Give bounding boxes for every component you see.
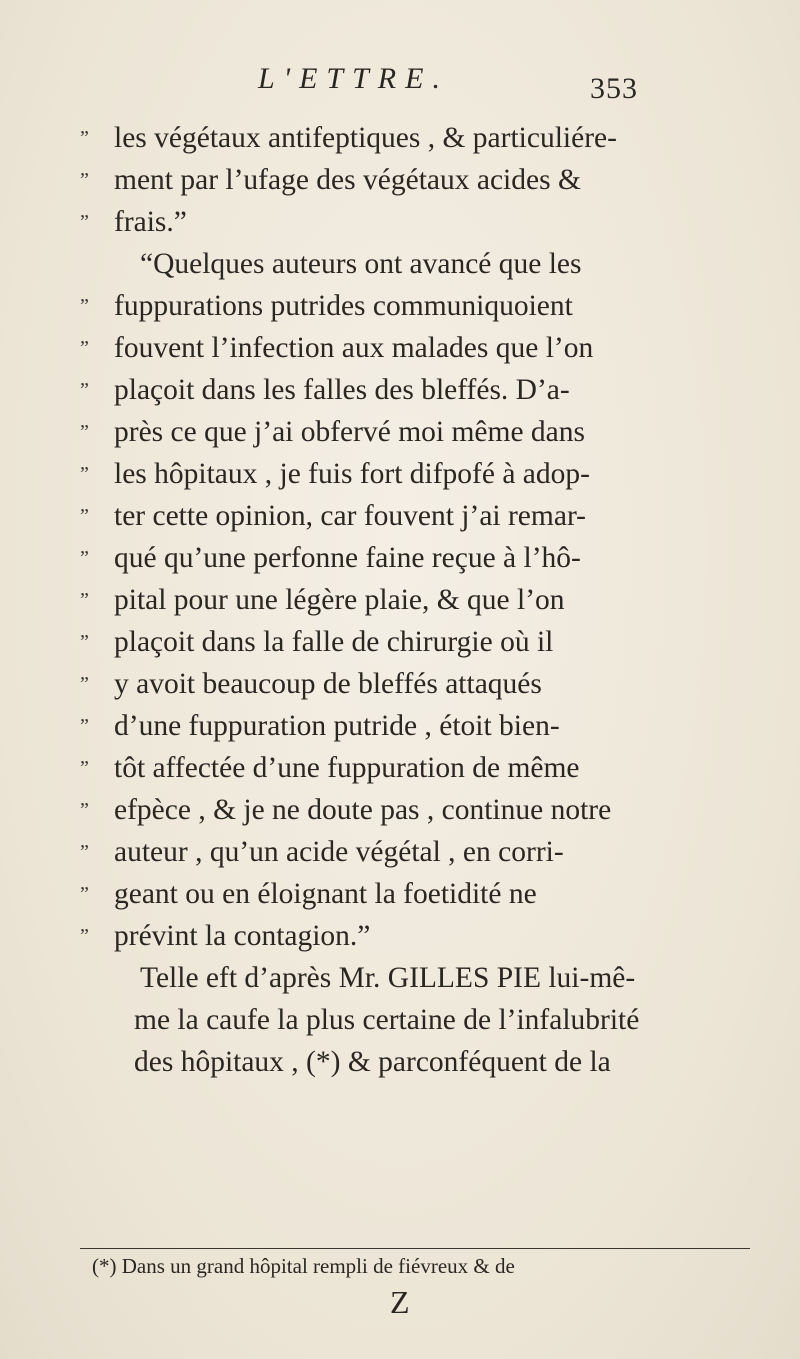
text-line: [80, 747, 750, 789]
quote-mark: ”: [80, 505, 89, 527]
quote-mark: ”: [80, 589, 89, 611]
line-text: plaçoit dans les falles des bleffés. D’a-: [114, 374, 570, 406]
line-text: me la caufe la plus certaine de l’infalubrité: [134, 1004, 640, 1036]
quote-mark: ”: [80, 127, 89, 149]
line-text: ment par l’ufage des végétaux acides &: [114, 164, 581, 196]
text-line: [80, 705, 750, 747]
text-line: [80, 1041, 750, 1083]
running-head: L'ETTRE.: [258, 62, 449, 95]
quote-mark: ”: [80, 757, 89, 779]
text-line: [80, 621, 750, 663]
quote-mark: ”: [80, 379, 89, 401]
page-number: 353: [590, 72, 638, 105]
text-line: [80, 453, 750, 495]
quote-mark: ”: [80, 547, 89, 569]
line-text: frais.”: [114, 206, 187, 238]
footnote: (*) Dans un grand hôpital rempli de fiévreux & de: [92, 1254, 515, 1278]
line-text: les végétaux antifeptiques , & particuliére-: [114, 122, 617, 154]
quote-mark: ”: [80, 421, 89, 443]
line-text: fouvent l’infection aux malades que l’on: [114, 332, 594, 364]
quote-mark: ”: [80, 715, 89, 737]
quote-mark: ”: [80, 211, 89, 233]
line-text: des hôpitaux , (*) & parconféquent de la: [134, 1046, 611, 1078]
text-line: [80, 831, 750, 873]
footnote-rule: [80, 1248, 750, 1249]
text-line: [80, 327, 750, 369]
line-text: plaçoit dans la falle de chirurgie où il: [114, 626, 554, 658]
line-text: “Quelques auteurs ont avancé que les: [140, 248, 582, 280]
text-line: [80, 663, 750, 705]
line-text: d’une fuppuration putride , étoit bien-: [114, 710, 560, 742]
text-line: [80, 285, 750, 327]
quote-mark: ”: [80, 841, 89, 863]
text-line: [80, 537, 750, 579]
line-text: pital pour une légère plaie, & que l’on: [114, 584, 565, 616]
text-line: [80, 579, 750, 621]
line-text: qué qu’une perfonne faine reçue à l’hô-: [114, 542, 581, 574]
text-line: [80, 915, 750, 957]
signature-mark: Z: [390, 1284, 410, 1320]
text-line: [80, 201, 750, 243]
text-line: [80, 117, 750, 159]
quote-mark: ”: [80, 463, 89, 485]
quote-mark: ”: [80, 295, 89, 317]
line-text: les hôpitaux , je fuis fort difpofé à adop-: [114, 458, 590, 490]
line-text: geant ou en éloignant la foetidité ne: [114, 878, 537, 910]
text-line: [80, 411, 750, 453]
line-text: auteur , qu’un acide végétal , en corri-: [114, 836, 564, 868]
body-text: [80, 117, 750, 1083]
quote-mark: ”: [80, 925, 89, 947]
text-line: [80, 873, 750, 915]
line-text: ter cette opinion, car fouvent j’ai remar-: [114, 500, 586, 532]
line-text: tôt affectée d’une fuppuration de même: [114, 752, 580, 784]
line-text: près ce que j’ai obfervé moi même dans: [114, 416, 585, 448]
quote-mark: ”: [80, 799, 89, 821]
text-line: [80, 495, 750, 537]
text-line: [80, 999, 750, 1041]
text-line: [80, 957, 750, 999]
text-line: [80, 159, 750, 201]
text-line: [80, 369, 750, 411]
text-line: [80, 243, 750, 285]
line-text: Telle eft d’après Mr. GILLES PIE lui-mê-: [140, 962, 636, 994]
quote-mark: ”: [80, 169, 89, 191]
quote-mark: ”: [80, 337, 89, 359]
quote-mark: ”: [80, 883, 89, 905]
text-line: [80, 789, 750, 831]
line-text: prévint la contagion.”: [114, 920, 371, 952]
line-text: fuppurations putrides communiquoient: [114, 290, 573, 322]
quote-mark: ”: [80, 673, 89, 695]
line-text: y avoit beaucoup de bleffés attaqués: [114, 668, 542, 700]
quote-mark: ”: [80, 631, 89, 653]
line-text: efpèce , & je ne doute pas , continue notre: [114, 794, 612, 826]
